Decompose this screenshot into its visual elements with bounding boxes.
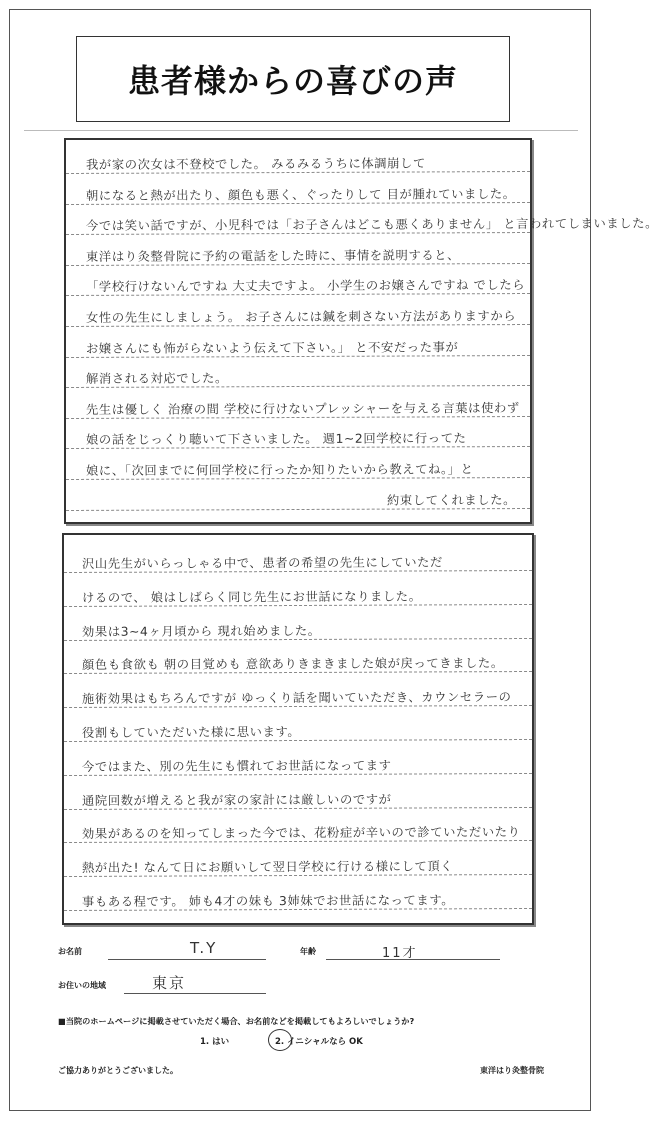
age-value: 11才 [382,946,418,961]
handwritten-line: 効果があるのを知ってしまった今では、花粉症が辛いので診ていただいたり [64,822,532,843]
handwritten-line: 娘の話をじっくり聴いて下さいました。 週1~2回学校に行ってた [66,428,530,449]
handwritten-line: 「学校行けないんですね 大丈夫ですよ。 小学生のお嬢さんですね でしたら [66,275,530,296]
page-title: 患者様からの喜びの声 [127,62,458,100]
handwritten-line: 役割もしていただいた様に思います。 [64,721,532,742]
handwritten-line: 解消される対応でした。 [66,367,530,388]
consent-question: ■当院のホームページに掲載させていただく場合、お名前などを掲載してもよろしいでしょうか? [58,1016,415,1026]
handwritten-line: 東洋はり灸整骨院に予約の電話をした時に、事情を説明すると、 [66,245,530,266]
handwritten-line: 女性の先生にしましょう。 お子さんには鍼を刺さない方法がありますから [66,306,530,327]
area-value: 東京 [152,974,187,992]
clinic-name: 東洋はり灸整骨院 [480,1066,544,1075]
handwritten-line: 施術効果はもちろんですが ゆっくり話を聞いていただき、カウンセラーの [64,687,532,708]
handwritten-line: 今ではまた、別の先生にも慣れてお世話になってます [64,755,532,776]
area-underline [124,993,266,994]
name-value: T.Y [190,939,218,957]
title-divider [24,130,578,131]
handwritten-line: 今では笑い話ですが、小児科では「お子さんはどこも悪くありません」 と言われてしまいました。 [66,214,530,235]
age-label: 年齢 [300,947,316,956]
title-box [76,36,510,122]
testimonial-card-1 [64,138,658,524]
handwritten-line: けるので、 娘はしばらく同じ先生にお世話になりました。 [64,586,532,607]
handwritten-line: 娘に、「次回までに何回学校に行ったか知りたいから教えてね。」と [66,459,530,480]
handwritten-line: 熱が出た! なんて日にお願いして翌日学校に行ける様にして頂く [64,856,532,877]
handwritten-line: 通院回数が増えると我が家の家計には厳しいのですが [64,789,532,810]
consent-option-2[interactable]: 2. イニシャルなら OK [275,1037,363,1047]
handwritten-line: 約束してくれました。 [66,490,530,511]
handwritten-line: 先生は優しく 治療の間 学校に行けないプレッシャーを与える言葉は使わず [66,398,530,419]
handwritten-line: お嬢さんにも怖がらないよう伝えて下さい。」 と不安だった事が [66,337,530,358]
consent-option-1[interactable]: 1. はい [200,1037,230,1047]
handwritten-line: 事もある程です。 姉も4才の妹も 3姉妹でお世話になってます。 [64,890,532,911]
handwritten-line: 顔色も食欲も 朝の目覚めも 意欲ありきまきました娘が戻ってきました。 [64,653,532,674]
handwritten-line: 我が家の次女は不登校でした。 みるみるうちに体調崩して [66,153,530,174]
handwritten-line: 沢山先生がいらっしゃる中で、患者の希望の先生にしていただ [64,552,532,573]
thanks-text: ご協力ありがとうございました。 [58,1066,178,1075]
handwritten-line: 効果は3~4ヶ月頃から 現れ始めました。 [64,620,532,641]
area-label: お住いの地域 [58,981,106,990]
name-label: お名前 [58,947,82,956]
name-underline [108,959,266,960]
handwritten-line: 朝になると熱が出たり、顔色も悪く、ぐったりして 目が腫れていました。 [66,184,530,205]
testimonial-card-2 [62,533,534,925]
